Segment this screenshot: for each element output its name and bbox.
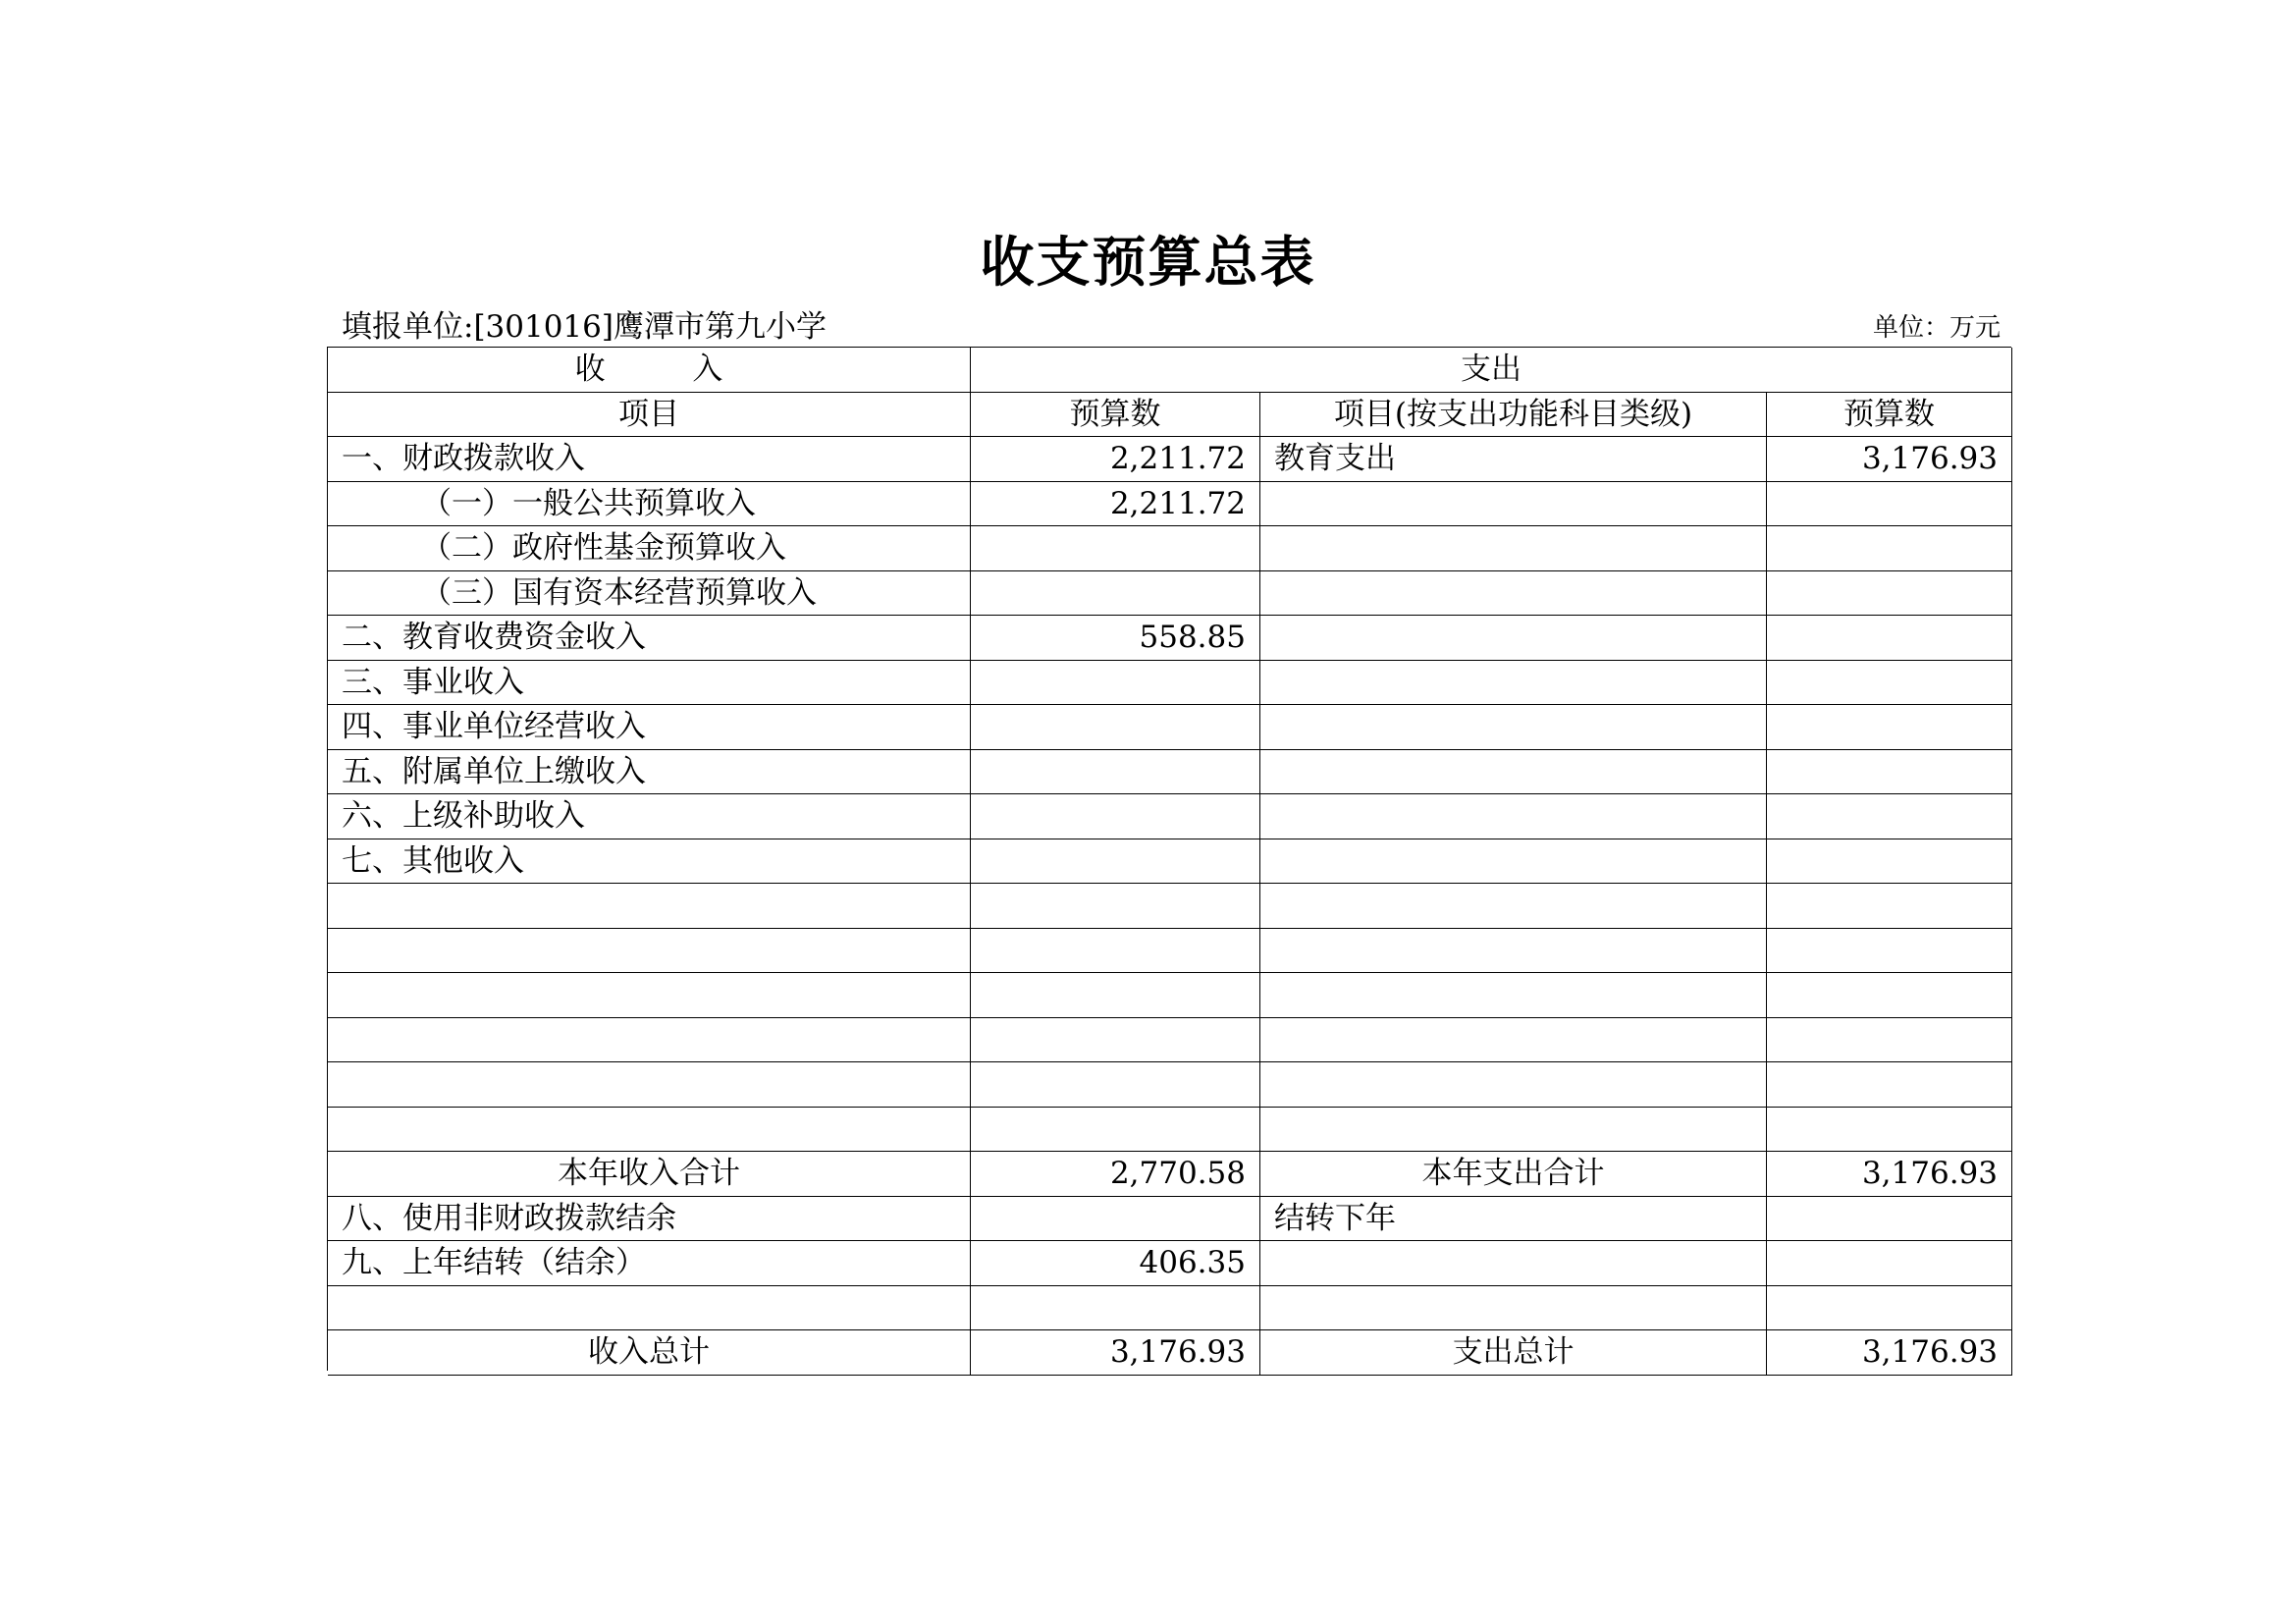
income-item-cell: 九、上年结转（结余） [328, 1241, 971, 1286]
income-amount-cell [971, 661, 1260, 706]
col-header-income-item: 项目 [328, 393, 971, 438]
income-amount-cell [971, 1018, 1260, 1063]
expense-amount-cell [1767, 884, 2012, 929]
expense-amount-cell [1767, 839, 2012, 885]
col-header-expense-item: 项目(按支出功能科目类级) [1260, 393, 1767, 438]
expense-item-cell: 结转下年 [1260, 1197, 1767, 1242]
income-item-cell: 六、上级补助收入 [328, 794, 971, 839]
income-amount-cell [971, 929, 1260, 974]
income-amount-cell: 2,770.58 [971, 1152, 1260, 1197]
income-item-cell: 三、事业收入 [328, 661, 971, 706]
income-amount-cell [971, 750, 1260, 795]
expense-amount-cell [1767, 1108, 2012, 1153]
income-amount-cell: 406.35 [971, 1241, 1260, 1286]
expense-item-cell [1260, 705, 1767, 750]
expense-amount-cell: 3,176.93 [1767, 1152, 2012, 1197]
expense-item-cell [1260, 839, 1767, 885]
income-amount-cell [971, 973, 1260, 1018]
expense-item-cell [1260, 884, 1767, 929]
expense-amount-cell [1767, 526, 2012, 571]
income-amount-cell [971, 705, 1260, 750]
income-item-cell: 八、使用非财政拨款结余 [328, 1197, 971, 1242]
income-item-cell: 七、其他收入 [328, 839, 971, 885]
income-item-cell [328, 1062, 971, 1108]
expense-item-cell [1260, 1018, 1767, 1063]
income-item-cell [328, 973, 971, 1018]
expense-amount-cell [1767, 929, 2012, 974]
expense-amount-cell [1767, 1197, 2012, 1242]
income-amount-cell [971, 794, 1260, 839]
expense-item-cell [1260, 973, 1767, 1018]
income-amount-cell [971, 526, 1260, 571]
expense-item-cell [1260, 929, 1767, 974]
income-item-cell: 二、教育收费资金收入 [328, 616, 971, 661]
income-item-cell [328, 1108, 971, 1153]
income-item-cell: 四、事业单位经营收入 [328, 705, 971, 750]
expense-amount-cell [1767, 616, 2012, 661]
expense-group-header: 支出 [971, 348, 2012, 393]
expense-amount-cell [1767, 1241, 2012, 1286]
currency-unit: 单位：万元 [1872, 313, 2001, 343]
income-amount-cell [971, 884, 1260, 929]
expense-amount-cell [1767, 1018, 2012, 1063]
income-item-cell [328, 929, 971, 974]
col-header-income-amount: 预算数 [971, 393, 1260, 438]
income-amount-cell: 2,211.72 [971, 482, 1260, 527]
income-item-cell: 一、财政拨款收入 [328, 437, 971, 482]
expense-amount-cell [1767, 794, 2012, 839]
income-amount-cell: 2,211.72 [971, 437, 1260, 482]
expense-amount-cell [1767, 661, 2012, 706]
income-amount-cell [971, 839, 1260, 885]
expense-item-cell: 教育支出 [1260, 437, 1767, 482]
expense-item-cell [1260, 526, 1767, 571]
expense-item-cell: 支出总计 [1260, 1330, 1767, 1376]
income-group-header: 收 入 [328, 348, 971, 393]
expense-item-cell [1260, 616, 1767, 661]
expense-amount-cell [1767, 571, 2012, 617]
income-amount-cell: 3,176.93 [971, 1330, 1260, 1376]
income-item-cell [328, 884, 971, 929]
income-item-cell: 本年收入合计 [328, 1152, 971, 1197]
expense-item-cell: 本年支出合计 [1260, 1152, 1767, 1197]
income-amount-cell [971, 1062, 1260, 1108]
expense-amount-cell [1767, 705, 2012, 750]
income-item-cell: 收入总计 [328, 1330, 971, 1376]
expense-item-cell [1260, 1062, 1767, 1108]
income-item-cell [328, 1018, 971, 1063]
income-item-cell: 五、附属单位上缴收入 [328, 750, 971, 795]
income-item-cell [328, 1286, 971, 1331]
income-item-cell: （三）国有资本经营预算收入 [328, 571, 971, 617]
expense-item-cell [1260, 1108, 1767, 1153]
expense-amount-cell: 3,176.93 [1767, 1330, 2012, 1376]
expense-amount-cell [1767, 482, 2012, 527]
budget-table [327, 347, 2011, 1371]
income-amount-cell [971, 1286, 1260, 1331]
expense-item-cell [1260, 1241, 1767, 1286]
expense-amount-cell: 3,176.93 [1767, 437, 2012, 482]
income-item-cell: （一）一般公共预算收入 [328, 482, 971, 527]
expense-amount-cell [1767, 973, 2012, 1018]
col-header-expense-amount: 预算数 [1767, 393, 2012, 438]
expense-item-cell [1260, 661, 1767, 706]
income-amount-cell [971, 571, 1260, 617]
expense-item-cell [1260, 482, 1767, 527]
income-amount-cell [971, 1197, 1260, 1242]
income-amount-cell: 558.85 [971, 616, 1260, 661]
expense-item-cell [1260, 750, 1767, 795]
expense-item-cell [1260, 794, 1767, 839]
reporting-unit: 填报单位:[301016]鹰潭市第九小学 [342, 309, 827, 345]
expense-amount-cell [1767, 750, 2012, 795]
expense-item-cell [1260, 1286, 1767, 1331]
income-amount-cell [971, 1108, 1260, 1153]
document-title: 收支预算总表 [980, 231, 1316, 294]
expense-item-cell [1260, 571, 1767, 617]
expense-amount-cell [1767, 1286, 2012, 1331]
income-item-cell: （二）政府性基金预算收入 [328, 526, 971, 571]
expense-amount-cell [1767, 1062, 2012, 1108]
